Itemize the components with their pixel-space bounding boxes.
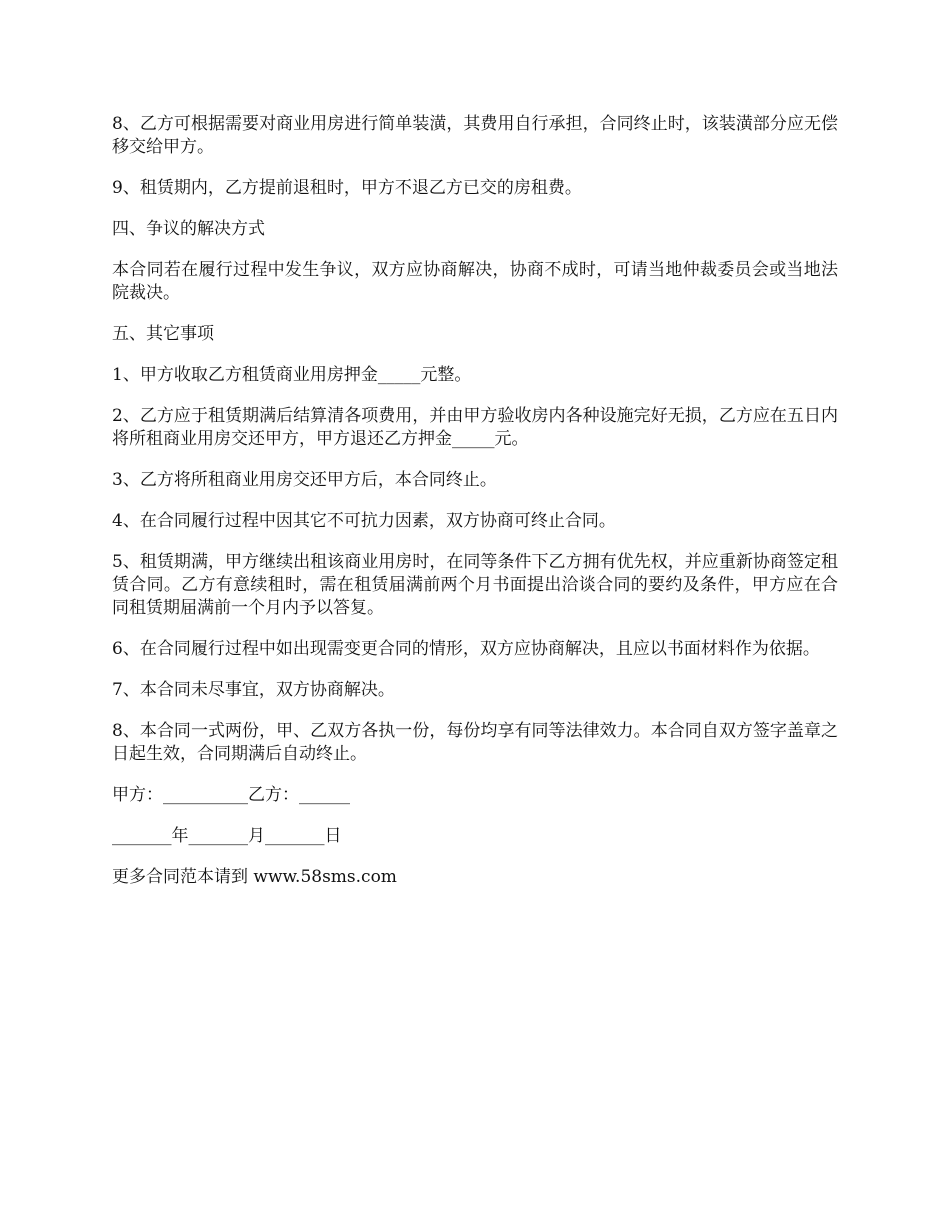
other-clause-4-force-majeure: 4、在合同履行过程中因其它不可抗力因素，双方协商可终止合同。: [112, 511, 616, 531]
other-clause-3-termination: 3、乙方将所租商业用房交还甲方后，本合同终止。: [112, 470, 497, 490]
other-clause-5-renewal: 5、租赁期满，甲方继续出租该商业用房时，在同等条件下乙方拥有优先权，并应重新协商签定租赁合同。乙方有意续租时，需在租赁届满前两个月书面提出洽谈合同的要约及条件，甲方应在合同租赁期届满前一个月内予以答复。: [112, 552, 838, 618]
footer-note: 更多合同范本请到 www.58sms.com: [112, 867, 397, 887]
other-clause-2-settlement: 2、乙方应于租赁期满后结算清各项费用，并由甲方验收房内各种设施完好无损，乙方应在五日内将所租商业用房交还甲方，甲方退还乙方押金_____元。: [112, 406, 838, 449]
signature-line: 甲方：__________乙方：______: [112, 785, 350, 805]
clause-8-renovation: 8、乙方可根据需要对商业用房进行简单装潢，其费用自行承担，合同终止时，该装潢部分应无偿移交给甲方。: [112, 114, 838, 157]
other-clause-7-unresolved: 7、本合同未尽事宜，双方协商解决。: [112, 680, 395, 700]
other-clause-8-copies: 8、本合同一式两份，甲、乙双方各执一份，每份均享有同等法律效力。本合同自双方签字盖章之日起生效，合同期满后自动终止。: [112, 721, 838, 764]
other-clause-6-changes: 6、在合同履行过程中如出现需变更合同的情形，双方应协商解决，且应以书面材料作为依据。: [112, 639, 820, 659]
clause-9-early-termination: 9、租赁期内，乙方提前退租时，甲方不退乙方已交的房租费。: [112, 178, 582, 198]
section-heading-other-matters: 五、其它事项: [112, 324, 214, 344]
other-clause-1-deposit: 1、甲方收取乙方租赁商业用房押金_____元整。: [112, 365, 472, 385]
document-body: [112, 113, 838, 907]
section-heading-dispute-resolution: 四、争议的解决方式: [112, 219, 265, 239]
dispute-resolution-text: 本合同若在履行过程中发生争议，双方应协商解决，协商不成时，可请当地仲裁委员会或当地法院裁决。: [112, 260, 838, 303]
date-line: _______年_______月_______日: [112, 826, 342, 846]
